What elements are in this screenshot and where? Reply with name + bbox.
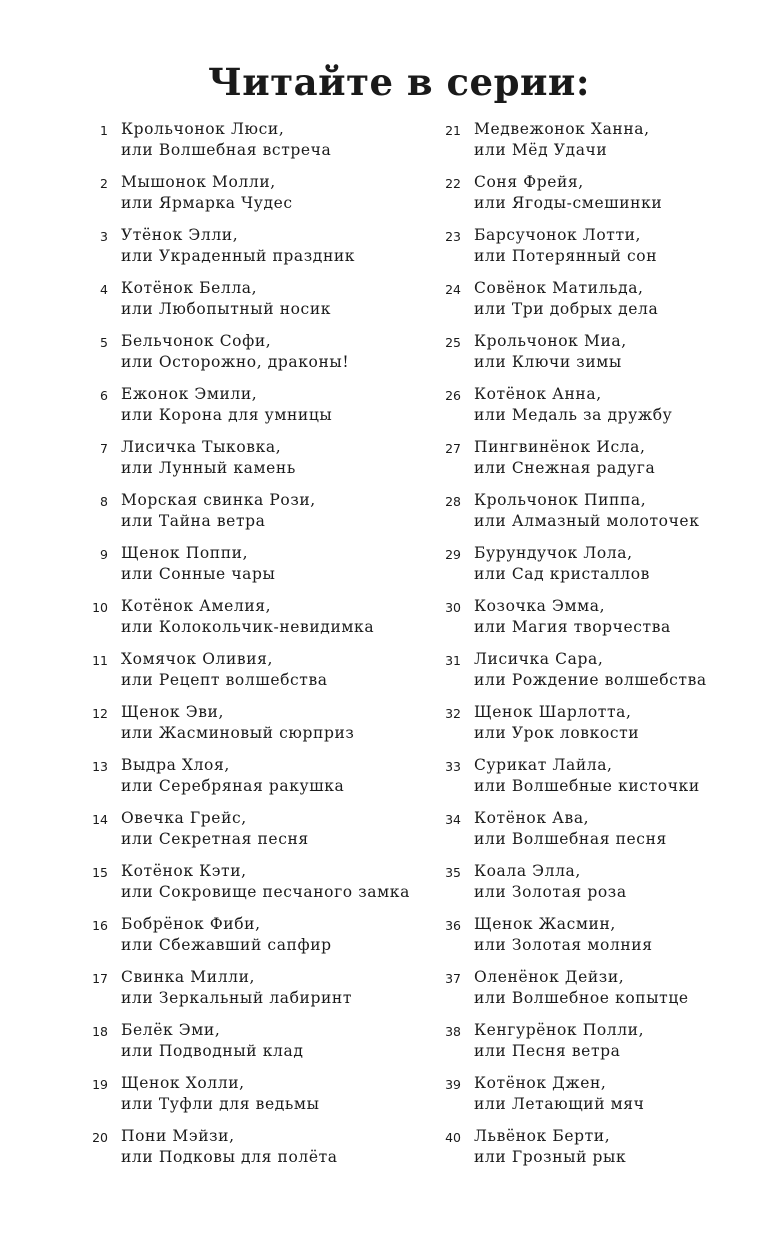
book-character-name: Медвежонок Ханна, <box>474 120 650 138</box>
book-number: 12 <box>92 706 108 721</box>
book-subtitle: или Грозный рык <box>474 1148 627 1166</box>
book-character-name: Щенок Жасмин, <box>474 915 616 933</box>
book-number: 13 <box>92 759 108 774</box>
book-entry <box>82 808 427 861</box>
book-subtitle: или Ключи зимы <box>474 353 622 371</box>
book-character-name: Коала Элла, <box>474 862 581 880</box>
book-subtitle: или Колокольчик-невидимка <box>121 618 375 636</box>
book-number: 21 <box>445 123 461 138</box>
book-entry <box>82 1126 427 1179</box>
book-number: 18 <box>92 1024 108 1039</box>
book-character-name: Ежонок Эмили, <box>121 385 258 403</box>
book-subtitle: или Сбежавший сапфир <box>121 936 332 954</box>
book-number: 17 <box>92 971 108 986</box>
book-subtitle: или Снежная радуга <box>474 459 656 477</box>
book-character-name: Щенок Эви, <box>121 703 224 721</box>
book-character-name: Пони Мэйзи, <box>121 1127 235 1145</box>
book-entry <box>435 490 760 543</box>
book-number: 8 <box>100 494 108 509</box>
book-character-name: Кенгурёнок Полли, <box>474 1021 645 1039</box>
book-entry <box>82 384 427 437</box>
book-entry <box>435 225 760 278</box>
book-number: 3 <box>100 229 108 244</box>
book-number: 24 <box>445 282 461 297</box>
book-entry <box>435 1126 760 1179</box>
book-number: 9 <box>100 547 108 562</box>
book-character-name: Соня Фрейя, <box>474 173 584 191</box>
book-number: 6 <box>100 388 108 403</box>
book-character-name: Лисичка Сара, <box>474 650 604 668</box>
book-character-name: Хомячок Оливия, <box>121 650 274 668</box>
book-number: 29 <box>445 547 461 562</box>
book-entry <box>82 172 427 225</box>
book-character-name: Белёк Эми, <box>121 1021 221 1039</box>
book-character-name: Крольчонок Пиппа, <box>474 491 647 509</box>
book-character-name: Бельчонок Софи, <box>121 332 272 350</box>
book-character-name: Бобрёнок Фиби, <box>121 915 261 933</box>
book-entry <box>435 384 760 437</box>
book-character-name: Котёнок Джен, <box>474 1074 607 1092</box>
book-entry <box>435 649 760 702</box>
book-entry <box>82 596 427 649</box>
book-subtitle: или Медаль за дружбу <box>474 406 673 424</box>
book-character-name: Пингвинёнок Исла, <box>474 438 646 456</box>
book-entry <box>435 119 760 172</box>
book-character-name: Щенок Шарлотта, <box>474 703 632 721</box>
book-list-left <box>82 119 427 1179</box>
book-character-name: Бурундучок Лола, <box>474 544 633 562</box>
book-entry <box>435 702 760 755</box>
book-character-name: Морская свинка Рози, <box>121 491 316 509</box>
book-entry <box>435 331 760 384</box>
book-number: 26 <box>445 388 461 403</box>
book-subtitle: или Потерянный сон <box>474 247 658 265</box>
book-entry <box>435 596 760 649</box>
book-entry <box>435 437 760 490</box>
book-number: 15 <box>92 865 108 880</box>
book-subtitle: или Волшебное копытце <box>474 989 689 1007</box>
book-number: 33 <box>445 759 461 774</box>
book-entry <box>82 331 427 384</box>
book-subtitle: или Урок ловкости <box>474 724 640 742</box>
book-entry <box>435 172 760 225</box>
book-character-name: Сурикат Лайла, <box>474 756 613 774</box>
book-subtitle: или Волшебная встреча <box>121 141 332 159</box>
book-character-name: Котёнок Кэти, <box>121 862 247 880</box>
book-subtitle: или Мёд Удачи <box>474 141 608 159</box>
book-subtitle: или Жасминовый сюрприз <box>121 724 355 742</box>
book-number: 25 <box>445 335 461 350</box>
book-number: 40 <box>445 1130 461 1145</box>
book-entry <box>82 702 427 755</box>
book-entry <box>82 967 427 1020</box>
book-entry <box>435 1073 760 1126</box>
book-entry <box>435 278 760 331</box>
book-character-name: Котёнок Анна, <box>474 385 602 403</box>
book-entry <box>82 649 427 702</box>
book-character-name: Котёнок Белла, <box>121 279 258 297</box>
book-number: 36 <box>445 918 461 933</box>
book-subtitle: или Осторожно, драконы! <box>121 353 350 371</box>
book-subtitle: или Серебряная ракушка <box>121 777 345 795</box>
book-number: 39 <box>445 1077 461 1092</box>
book-number: 31 <box>445 653 461 668</box>
book-character-name: Котёнок Ава, <box>474 809 590 827</box>
book-subtitle: или Подковы для полёта <box>121 1148 338 1166</box>
book-subtitle: или Золотая молния <box>474 936 653 954</box>
book-number: 16 <box>92 918 108 933</box>
book-entry <box>82 543 427 596</box>
book-subtitle: или Ярмарка Чудес <box>121 194 293 212</box>
book-entry <box>435 914 760 967</box>
book-number: 10 <box>92 600 108 615</box>
book-subtitle: или Секретная песня <box>121 830 309 848</box>
book-entry <box>435 543 760 596</box>
book-subtitle: или Сонные чары <box>121 565 276 583</box>
book-subtitle: или Подводный клад <box>121 1042 304 1060</box>
book-character-name: Козочка Эмма, <box>474 597 606 615</box>
book-number: 11 <box>92 653 108 668</box>
book-number: 20 <box>92 1130 108 1145</box>
book-subtitle: или Сокровище песчаного замка <box>121 883 410 901</box>
book-subtitle: или Магия творчества <box>474 618 671 636</box>
book-subtitle: или Волшебные кисточки <box>474 777 700 795</box>
book-number: 27 <box>445 441 461 456</box>
book-entry <box>82 119 427 172</box>
book-subtitle: или Любопытный носик <box>121 300 332 318</box>
book-subtitle: или Алмазный молоточек <box>474 512 700 530</box>
book-number: 1 <box>100 123 108 138</box>
book-subtitle: или Сад кристаллов <box>474 565 650 583</box>
book-number: 38 <box>445 1024 461 1039</box>
book-entry <box>82 1020 427 1073</box>
book-character-name: Щенок Поппи, <box>121 544 249 562</box>
book-number: 19 <box>92 1077 108 1092</box>
book-subtitle: или Волшебная песня <box>474 830 667 848</box>
book-character-name: Выдра Хлоя, <box>121 756 230 774</box>
book-subtitle: или Песня ветра <box>474 1042 621 1060</box>
book-character-name: Котёнок Амелия, <box>121 597 272 615</box>
book-subtitle: или Рождение волшебства <box>474 671 707 689</box>
book-list-right <box>435 119 760 1179</box>
book-number: 5 <box>100 335 108 350</box>
book-number: 7 <box>100 441 108 456</box>
book-entry <box>82 861 427 914</box>
book-character-name: Львёнок Берти, <box>474 1127 611 1145</box>
book-entry <box>435 808 760 861</box>
book-subtitle: или Зеркальный лабиринт <box>121 989 353 1007</box>
book-number: 32 <box>445 706 461 721</box>
book-subtitle: или Туфли для ведьмы <box>121 1095 320 1113</box>
book-number: 34 <box>445 812 461 827</box>
book-subtitle: или Золотая роза <box>474 883 627 901</box>
book-entry <box>82 755 427 808</box>
book-character-name: Утёнок Элли, <box>121 226 239 244</box>
book-character-name: Оленёнок Дейзи, <box>474 968 625 986</box>
book-number: 28 <box>445 494 461 509</box>
book-number: 22 <box>445 176 461 191</box>
book-subtitle: или Корона для умницы <box>121 406 333 424</box>
book-number: 23 <box>445 229 461 244</box>
book-number: 35 <box>445 865 461 880</box>
book-character-name: Совёнок Матильда, <box>474 279 644 297</box>
book-number: 14 <box>92 812 108 827</box>
book-subtitle: или Украденный праздник <box>121 247 356 265</box>
book-character-name: Мышонок Молли, <box>121 173 276 191</box>
book-character-name: Овечка Грейс, <box>121 809 247 827</box>
book-number: 4 <box>100 282 108 297</box>
book-character-name: Крольчонок Люси, <box>121 120 285 138</box>
page-title: Читайте в серии: <box>208 60 590 104</box>
book-character-name: Крольчонок Миа, <box>474 332 627 350</box>
book-entry <box>82 225 427 278</box>
book-entry <box>82 278 427 331</box>
book-subtitle: или Рецепт волшебства <box>121 671 328 689</box>
book-character-name: Свинка Милли, <box>121 968 256 986</box>
book-number: 2 <box>100 176 108 191</box>
book-subtitle: или Три добрых дела <box>474 300 659 318</box>
book-entry <box>435 755 760 808</box>
book-entry <box>82 914 427 967</box>
book-subtitle: или Летающий мяч <box>474 1095 645 1113</box>
book-character-name: Щенок Холли, <box>121 1074 245 1092</box>
book-entry <box>435 967 760 1020</box>
book-character-name: Лисичка Тыковка, <box>121 438 282 456</box>
book-character-name: Барсучонок Лотти, <box>474 226 642 244</box>
book-subtitle: или Тайна ветра <box>121 512 266 530</box>
book-entry <box>82 437 427 490</box>
book-entry <box>82 1073 427 1126</box>
book-entry <box>82 490 427 543</box>
book-entry <box>435 1020 760 1073</box>
book-subtitle: или Лунный камень <box>121 459 296 477</box>
book-number: 37 <box>445 971 461 986</box>
book-subtitle: или Ягоды-смешинки <box>474 194 663 212</box>
book-number: 30 <box>445 600 461 615</box>
book-entry <box>435 861 760 914</box>
